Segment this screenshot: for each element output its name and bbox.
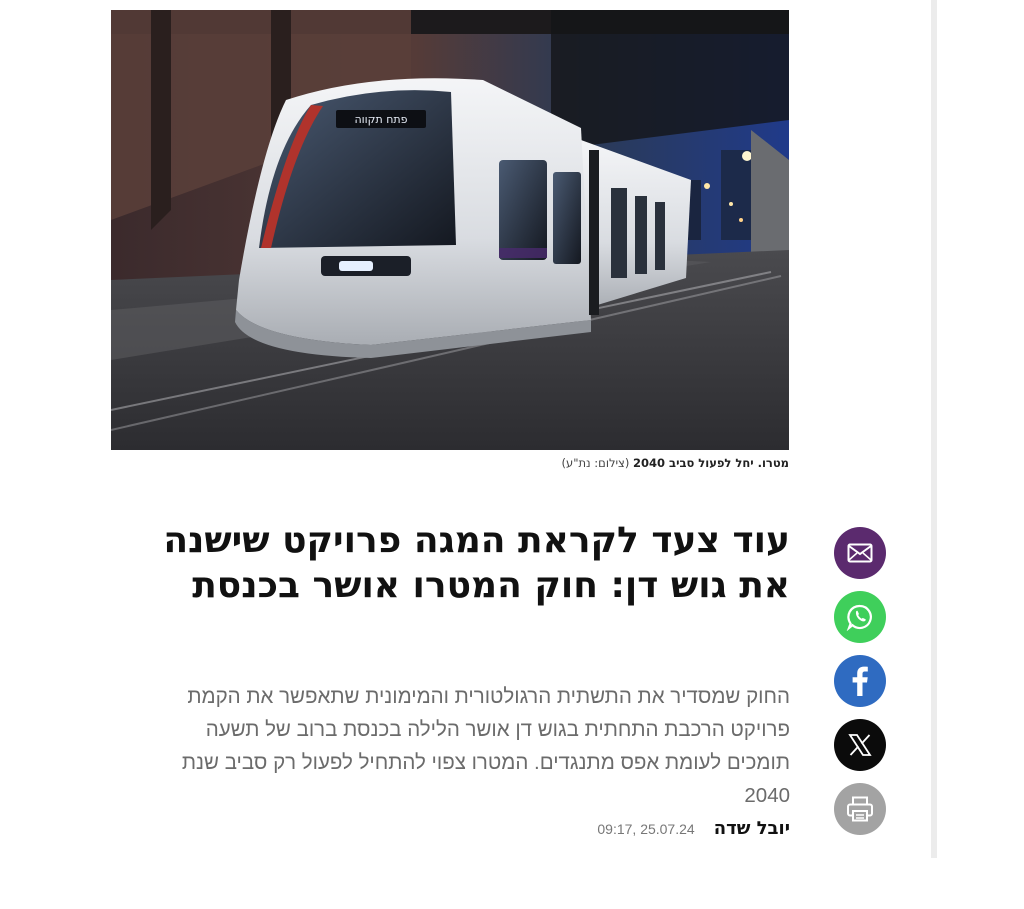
image-caption [111, 456, 789, 470]
share-facebook-button[interactable] [834, 655, 886, 707]
author-name[interactable]: יובל שדה [713, 818, 790, 839]
column-divider [931, 0, 937, 858]
article-hero-image[interactable] [111, 10, 789, 450]
destination-sign-text: פתח תקווה [354, 113, 408, 126]
x-icon [848, 733, 872, 757]
share-whatsapp-button[interactable] [834, 591, 886, 643]
mail-icon [847, 543, 873, 563]
publish-date: 09:17, 25.07.24 [597, 821, 695, 837]
metro-train-illustration [111, 10, 789, 450]
print-button[interactable] [834, 783, 886, 835]
share-bar [834, 527, 886, 847]
facebook-icon [851, 666, 869, 696]
caption-photo-credit: (צילום: נת"ע) [561, 456, 630, 470]
article-byline [300, 818, 790, 839]
print-icon [846, 796, 874, 822]
share-x-button[interactable] [834, 719, 886, 771]
caption-text: מטרו. יחל לפעול סביב 2040 [633, 456, 789, 470]
article-subtitle: החוק שמסדיר את התשתית הרגולטורית והמימונית שתאפשר את הקמת פרויקט הרכבת התחתית בגוש דן אושר הלילה בכנסת ברוב של תשעה תומכים לעומת אפס מתנגדים. המטרו צפוי להתחיל לפעול רק סביב שנת 2040 [181, 685, 790, 807]
article-headline: עוד צעד לקראת המגה פרויקט שישנה את גוש דן: חוק המטרו אושר בכנסת [163, 520, 790, 606]
share-email-button[interactable] [834, 527, 886, 579]
whatsapp-icon [846, 603, 874, 631]
